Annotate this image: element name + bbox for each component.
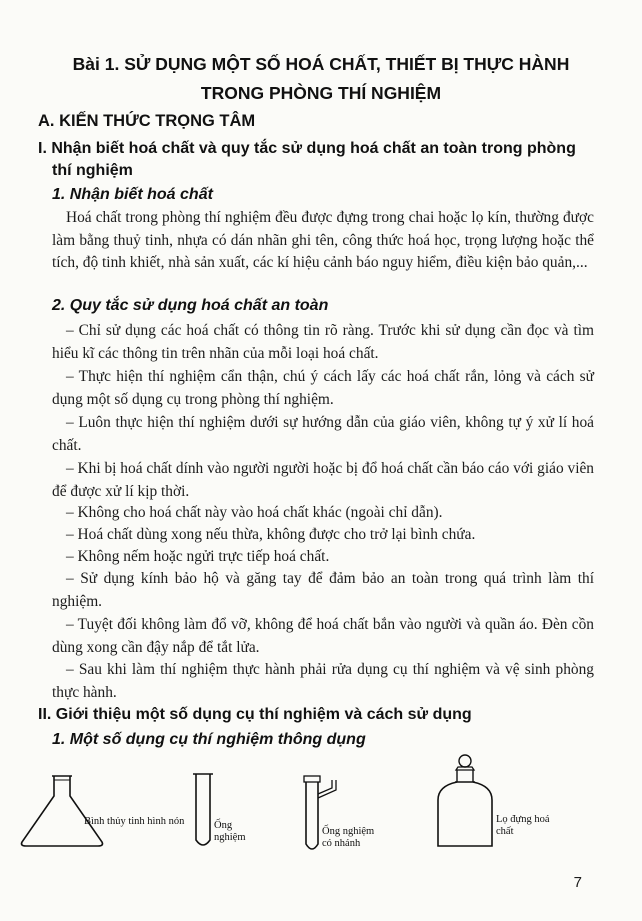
rule-item: – Tuyệt đối không làm đổ vỡ, không để hoá chất bắn vào người và quần áo. Đèn cồn dùng xong cần đậy nắp để tắt lửa. <box>52 616 594 656</box>
part-ii-heading: II. Giới thiệu một số dụng cụ thí nghiệm và cách sử dụng <box>38 706 472 723</box>
rule-item: – Không cho hoá chất này vào hoá chất khác (ngoài chỉ dẫn). <box>66 504 443 521</box>
rule-item: – Khi bị hoá chất dính vào người người hoặc bị đổ hoá chất cần báo cáo với giáo viên để được xử lí kịp thời. <box>52 460 594 500</box>
paragraph-identify-chemicals: Hoá chất trong phòng thí nghiệm đều được đựng trong chai hoặc lọ kín, thường được làm bằng thuỷ tinh, nhựa có dán nhãn ghi tên, công thức hoá học, trọng lượng hoặc thể tích, độ tinh khiết, nhà sản xuất, các kí hiệu cảnh báo nguy hiểm, điều kiện bảo quản,... <box>52 209 594 271</box>
label-reagent-bottle: Lọ đựng hoá chất <box>496 814 550 837</box>
rule-item: – Luôn thực hiện thí nghiệm dưới sự hướng dẫn của giáo viên, không tự ý xử lí hoá chất. <box>52 414 594 454</box>
rule-item: – Hoá chất dùng xong nếu thừa, không được cho trở lại bình chứa. <box>66 526 476 543</box>
lesson-title-line2: TRONG PHÒNG THÍ NGHIỆM <box>200 83 442 103</box>
lesson-title <box>40 50 602 108</box>
part-i-heading-line2: thí nghiệm <box>52 162 133 179</box>
conical-flask-icon <box>14 770 124 850</box>
page-number: 7 <box>573 874 582 891</box>
part-i-heading-line1: I. Nhận biết hoá chất và quy tắc sử dụng hoá chất an toàn trong phòng <box>38 140 576 157</box>
reagent-bottle-icon <box>430 752 500 852</box>
label-test-tube: Ống nghiệm <box>214 820 246 843</box>
subheading-identify-chemicals: 1. Nhận biết hoá chất <box>52 186 213 203</box>
subheading-common-equipment: 1. Một số dụng cụ thí nghiệm thông dụng <box>52 731 366 748</box>
rule-item: – Sử dụng kính bảo hộ và găng tay để đảm bảo an toàn trong quá trình làm thí nghiệm. <box>52 570 594 610</box>
rule-item: – Chỉ sử dụng các hoá chất có thông tin rõ ràng. Trước khi sử dụng cần đọc và tìm hiểu kĩ các thông tin trên nhãn của mỗi loại hoá chất. <box>52 322 594 362</box>
subheading-safety-rules: 2. Quy tắc sử dụng hoá chất an toàn <box>52 297 329 314</box>
rule-item: – Không nếm hoặc ngửi trực tiếp hoá chất. <box>66 548 330 565</box>
section-a-heading: A. KIẾN THỨC TRỌNG TÂM <box>38 112 256 130</box>
lesson-title-line1: Bài 1. SỬ DỤNG MỘT SỐ HOÁ CHẤT, THIẾT BỊ THỰC HÀNH <box>72 54 570 74</box>
label-side-arm-test-tube: Ống nghiệm có nhánh <box>322 826 375 849</box>
rule-item: – Sau khi làm thí nghiệm thực hành phải rửa dụng cụ thí nghiệm và vệ sinh phòng thực hành. <box>52 661 594 701</box>
rule-item: – Thực hiện thí nghiệm cẩn thận, chú ý cách lấy các hoá chất rắn, lỏng và cách sử dụng một số dụng cụ trong phòng thí nghiệm. <box>52 368 594 408</box>
label-conical-flask: Bình thủy tinh hình nón <box>84 816 185 827</box>
